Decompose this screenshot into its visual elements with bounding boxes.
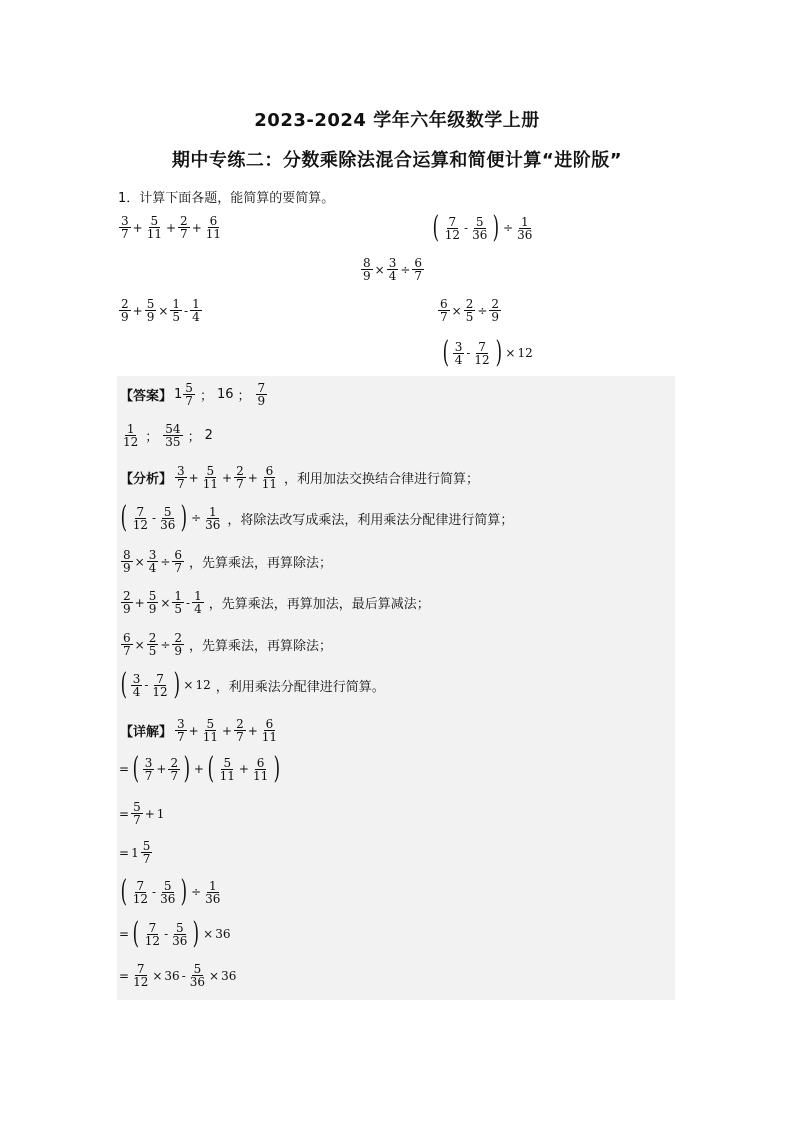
- detail-row-7: = $\frac{7}{12}$ × 36 - $\frac{5}{36}$ × 36: [119, 962, 237, 989]
- doc-subtitle: 期中专练二：分数乘除法混合运算和简便计算“进阶版”: [171, 150, 623, 171]
- answer-row-1: 【答案】 1 $\frac{5}{7}$ ； 16 ； $\frac{7}{9}$: [120, 381, 266, 408]
- problem-1: $\frac{3}{7}$ + $\frac{5}{11}$ + $\frac{2}{7}$ + $\frac{6}{11}$: [121, 214, 222, 241]
- doc-title: 2023-2024 学年六年级数学上册: [254, 110, 540, 131]
- problem-6: ( $\frac{3}{4}$ - $\frac{7}{12}$ ) × 12: [442, 335, 533, 370]
- problem-5: $\frac{6}{7}$ × $\frac{2}{5}$ ÷ $\frac{2}{9}$: [440, 297, 500, 324]
- detail-row-3: = $\frac{5}{7}$ + 1: [119, 800, 165, 827]
- question-1: 1．计算下面各题，能简算的要简算。: [118, 191, 335, 206]
- problem-3: $\frac{8}{9}$ × $\frac{3}{4}$ ÷ $\frac{6}{7}$: [363, 256, 423, 283]
- analysis-row-3: $\frac{8}{9}$ × $\frac{3}{4}$ ÷ $\frac{6}{7}$ ，先算乘法，再算除法；: [123, 548, 333, 575]
- detail-row-4: = 1 $\frac{5}{7}$: [119, 839, 151, 866]
- problem-2: ( $\frac{7}{12}$ - $\frac{5}{36}$ ) ÷ $\frac{1}{36}$: [432, 210, 533, 245]
- answer-row-2: $\frac{1}{12}$ ； $\frac{54}{35}$ ； 2: [123, 422, 213, 449]
- fraction: $\frac{6}{11}$: [205, 214, 222, 241]
- detail-row-1: 【详解】 $\frac{3}{7}$ + $\frac{5}{11}$ + $\frac{2}{7}$ + $\frac{6}{11}$: [120, 717, 278, 744]
- problem-4: $\frac{2}{9}$ + $\frac{5}{9}$ × $\frac{1}{5}$ - $\frac{1}{4}$: [121, 297, 200, 324]
- analysis-row-6: ( $\frac{3}{4}$ - $\frac{7}{12}$ ) × 12 ，利用乘法分配律进行简算。: [120, 667, 385, 702]
- analysis-row-4: $\frac{2}{9}$ + $\frac{5}{9}$ × $\frac{1}{5}$ - $\frac{1}{4}$ ，先算乘法，再算加法，最后算减法；: [123, 589, 430, 616]
- fraction: $\frac{2}{7}$: [180, 214, 188, 241]
- detail-row-6: = ( $\frac{7}{12}$ - $\frac{5}{36}$ ) × 36: [119, 916, 231, 951]
- analysis-row-1: 【分析】 $\frac{3}{7}$ + $\frac{5}{11}$ + $\frac{2}{7}$ + $\frac{6}{11}$ ，利用加法交换结合律进行简算；: [120, 464, 480, 491]
- analysis-row-5: $\frac{6}{7}$ × $\frac{2}{5}$ ÷ $\frac{2}{9}$ ，先算乘法，再算除法；: [123, 631, 333, 658]
- analysis-row-2: ( $\frac{7}{12}$ - $\frac{5}{36}$ ) ÷ $\frac{1}{36}$ ，将除法改写成乘法，利用乘法分配律进行简算；: [120, 500, 514, 535]
- detail-row-2: = ( $\frac{3}{7}$ + $\frac{2}{7}$ ) + ( $\frac{5}{11}$ + $\frac{6}{11}$ ): [119, 751, 281, 786]
- detail-row-5: ( $\frac{7}{12}$ - $\frac{5}{36}$ ) ÷ $\frac{1}{36}$: [120, 874, 221, 909]
- fraction: $\frac{3}{7}$: [121, 214, 129, 241]
- fraction: $\frac{5}{11}$: [146, 214, 162, 241]
